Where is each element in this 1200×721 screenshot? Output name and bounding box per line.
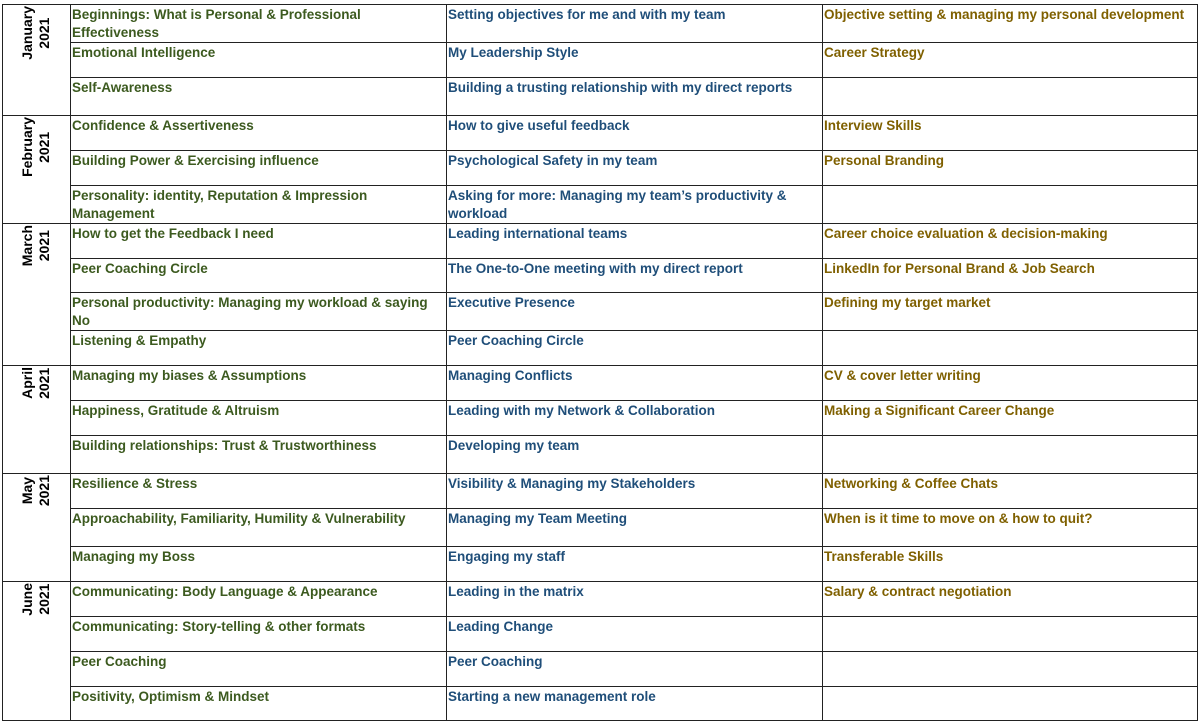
career-topic: When is it time to move on & how to quit?	[823, 509, 1198, 547]
career-topic	[823, 185, 1198, 223]
month-label	[19, 583, 53, 616]
table-row	[3, 77, 1198, 115]
table-row	[3, 616, 1198, 651]
career-topic: Making a Significant Career Change	[823, 401, 1198, 436]
personal-effectiveness-topic: Approachability, Familiarity, Humility & Vulnerability	[71, 509, 447, 547]
month-label	[19, 367, 53, 399]
career-topic	[823, 436, 1198, 474]
month-name: January	[19, 6, 35, 60]
career-topic: Networking & Coffee Chats	[823, 474, 1198, 509]
personal-effectiveness-topic: Peer Coaching	[71, 651, 447, 686]
month-label	[19, 117, 53, 177]
month-label	[19, 475, 53, 506]
leadership-topic: Building a trusting relationship with my direct reports	[447, 77, 823, 115]
month-year: 2021	[36, 583, 52, 615]
personal-effectiveness-topic: Happiness, Gratitude & Altruism	[71, 401, 447, 436]
leadership-topic: Engaging my staff	[447, 547, 823, 582]
career-topic	[823, 616, 1198, 651]
table-row	[3, 581, 1198, 616]
leadership-topic: Leading Change	[447, 616, 823, 651]
month-year: 2021	[36, 475, 52, 507]
month-cell-april	[3, 366, 71, 474]
personal-effectiveness-topic: Personality: identity, Reputation & Impression Management	[71, 185, 447, 223]
career-topic: Interview Skills	[823, 115, 1198, 150]
month-year: 2021	[36, 229, 52, 261]
table-row	[3, 651, 1198, 686]
leadership-topic: Leading in the matrix	[447, 581, 823, 616]
personal-effectiveness-topic: Communicating: Body Language & Appearance	[71, 581, 447, 616]
career-topic: Personal Branding	[823, 150, 1198, 185]
career-topic: LinkedIn for Personal Brand & Job Search	[823, 258, 1198, 293]
table-row	[3, 293, 1198, 331]
leadership-topic: Developing my team	[447, 436, 823, 474]
personal-effectiveness-topic: How to get the Feedback I need	[71, 223, 447, 258]
career-topic	[823, 77, 1198, 115]
personal-effectiveness-topic: Building Power & Exercising influence	[71, 150, 447, 185]
table-row	[3, 474, 1198, 509]
month-label	[19, 225, 53, 266]
leadership-topic: Setting objectives for me and with my team	[447, 5, 823, 43]
personal-effectiveness-topic: Resilience & Stress	[71, 474, 447, 509]
table-row	[3, 547, 1198, 582]
personal-effectiveness-topic: Emotional Intelligence	[71, 43, 447, 78]
month-cell-january	[3, 5, 71, 116]
table-row	[3, 43, 1198, 78]
personal-effectiveness-topic: Beginnings: What is Personal & Professional Effectiveness	[71, 5, 447, 43]
career-topic: Transferable Skills	[823, 547, 1198, 582]
career-topic	[823, 651, 1198, 686]
month-name: March	[19, 224, 35, 266]
month-cell-february	[3, 115, 71, 223]
leadership-topic: Peer Coaching Circle	[447, 331, 823, 366]
table-row	[3, 366, 1198, 401]
leadership-topic: Psychological Safety in my team	[447, 150, 823, 185]
personal-effectiveness-topic: Personal productivity: Managing my workload & saying No	[71, 293, 447, 331]
table-row	[3, 150, 1198, 185]
leadership-topic: Visibility & Managing my Stakeholders	[447, 474, 823, 509]
table-row	[3, 223, 1198, 258]
personal-effectiveness-topic: Self-Awareness	[71, 77, 447, 115]
personal-effectiveness-topic: Building relationships: Trust & Trustworthiness	[71, 436, 447, 474]
month-cell-june	[3, 581, 71, 721]
personal-effectiveness-topic: Communicating: Story-telling & other formats	[71, 616, 447, 651]
table-row	[3, 436, 1198, 474]
table-row	[3, 331, 1198, 366]
leadership-topic: Leading with my Network & Collaboration	[447, 401, 823, 436]
leadership-topic: Executive Presence	[447, 293, 823, 331]
table-row	[3, 258, 1198, 293]
table-row	[3, 185, 1198, 223]
personal-effectiveness-topic: Managing my Boss	[71, 547, 447, 582]
personal-effectiveness-topic: Peer Coaching Circle	[71, 258, 447, 293]
career-topic	[823, 331, 1198, 366]
leadership-topic: The One-to-One meeting with my direct report	[447, 258, 823, 293]
personal-effectiveness-topic: Listening & Empathy	[71, 331, 447, 366]
leadership-topic: Managing my Team Meeting	[447, 509, 823, 547]
month-name: February	[19, 116, 35, 177]
leadership-topic: How to give useful feedback	[447, 115, 823, 150]
table-row	[3, 401, 1198, 436]
month-name: June	[19, 582, 35, 616]
career-topic: Career choice evaluation & decision-making	[823, 223, 1198, 258]
schedule-body	[3, 5, 1198, 721]
month-cell-may	[3, 474, 71, 582]
month-year: 2021	[36, 131, 52, 163]
leadership-topic: Leading international teams	[447, 223, 823, 258]
table-row	[3, 115, 1198, 150]
table-row	[3, 509, 1198, 547]
schedule-table	[2, 4, 1198, 721]
leadership-topic: Starting a new management role	[447, 686, 823, 721]
leadership-topic: Peer Coaching	[447, 651, 823, 686]
personal-effectiveness-topic: Managing my biases & Assumptions	[71, 366, 447, 401]
career-topic: Objective setting & managing my personal development	[823, 5, 1198, 43]
month-cell-march	[3, 223, 71, 366]
month-year: 2021	[36, 17, 52, 49]
month-year: 2021	[36, 367, 52, 399]
personal-effectiveness-topic: Confidence & Assertiveness	[71, 115, 447, 150]
career-topic: CV & cover letter writing	[823, 366, 1198, 401]
leadership-topic: Managing Conflicts	[447, 366, 823, 401]
career-topic: Defining my target market	[823, 293, 1198, 331]
career-topic: Salary & contract negotiation	[823, 581, 1198, 616]
career-topic: Career Strategy	[823, 43, 1198, 78]
month-name: April	[19, 367, 35, 400]
table-row	[3, 5, 1198, 43]
month-name: May	[19, 477, 35, 505]
leadership-topic: My Leadership Style	[447, 43, 823, 78]
personal-effectiveness-topic: Positivity, Optimism & Mindset	[71, 686, 447, 721]
month-label	[19, 6, 53, 60]
leadership-topic: Asking for more: Managing my team’s productivity & workload	[447, 185, 823, 223]
